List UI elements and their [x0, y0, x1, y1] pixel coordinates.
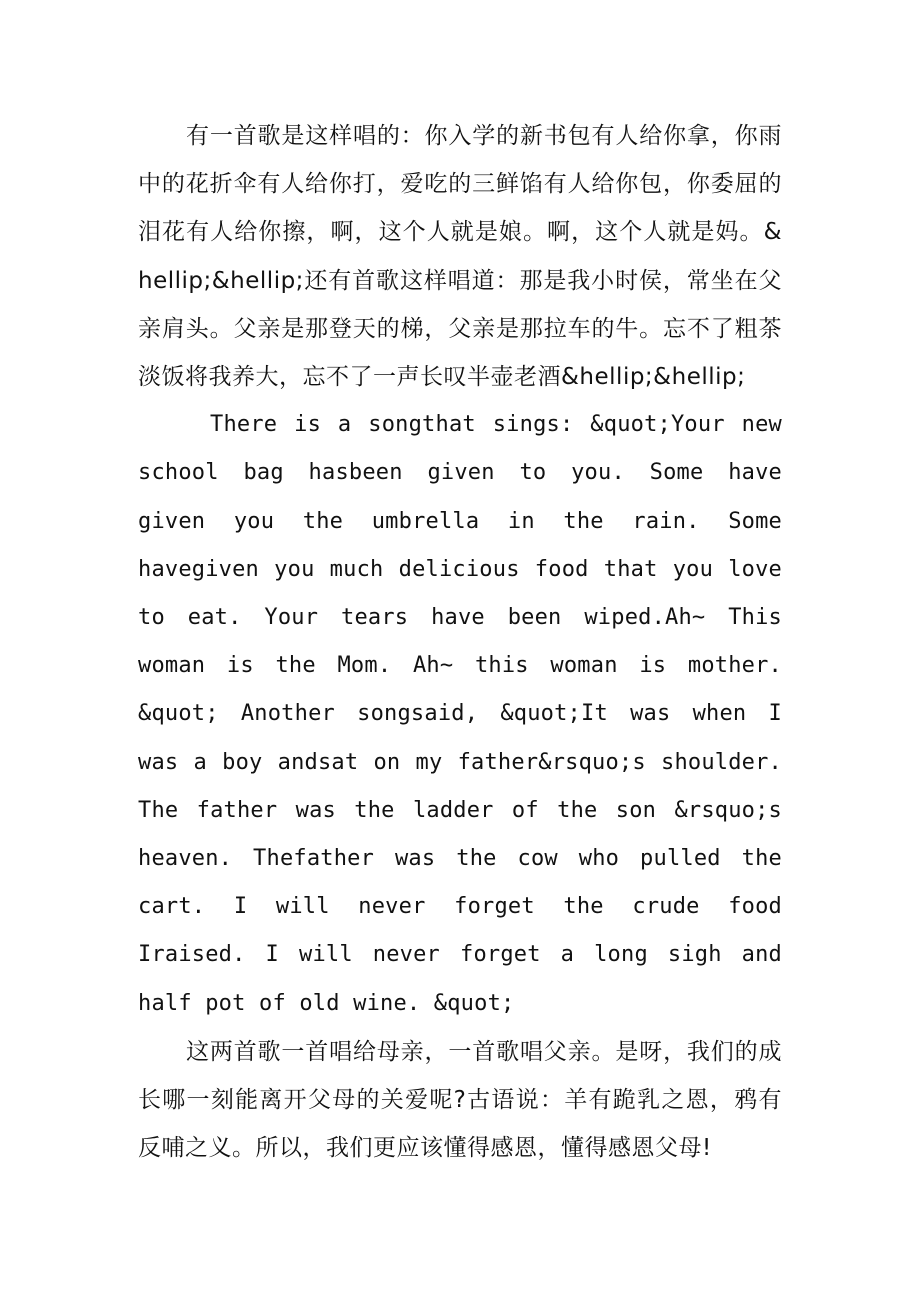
- paragraph-english-translation: There is a songthat sings: &quot;Your new school bag hasbeen given to you. Some have given you the umbrella in the rain. Some havegiven you much delicious food that you love to eat. Your tears have been wiped.Ah~ This woman is the Mom. Ah~ this woman is mother. &quot; Another songsaid, &quot;It was when I was a boy andsat on my father&rsquo;s shoulder. The father was the ladder of the son &rsquo;s heaven. Thefather was the cow who pulled the cart. I will never forget the crude food Iraised. I will never forget a long sigh and half pot of old wine. &quot;: [138, 412, 782, 1016]
- paragraph-chinese-songs: 有一首歌是这样唱的：你入学的新书包有人给你拿，你雨中的花折伞有人给你打，爱吃的三鲜馅有人给你包，你委屈的泪花有人给你擦，啊，这个人就是娘。啊，这个人就是妈。&hellip;&hellip;还有首歌这样唱道：那是我小时侯，常坐在父亲肩头。父亲是那登天的梯，父亲是那拉车的牛。忘不了粗茶淡饭将我养大，忘不了一声长叹半壶老酒&hellip;&hellip;: [138, 123, 782, 391]
- document-page: [138, 112, 782, 1172]
- paragraph-gratitude-conclusion: 这两首歌一首唱给母亲，一首歌唱父亲。是呀，我们的成长哪一刻能离开父母的关爱呢?古语说：羊有跪乳之恩，鸦有反哺之义。所以，我们更应该懂得感恩，懂得感恩父母!: [138, 1038, 782, 1162]
